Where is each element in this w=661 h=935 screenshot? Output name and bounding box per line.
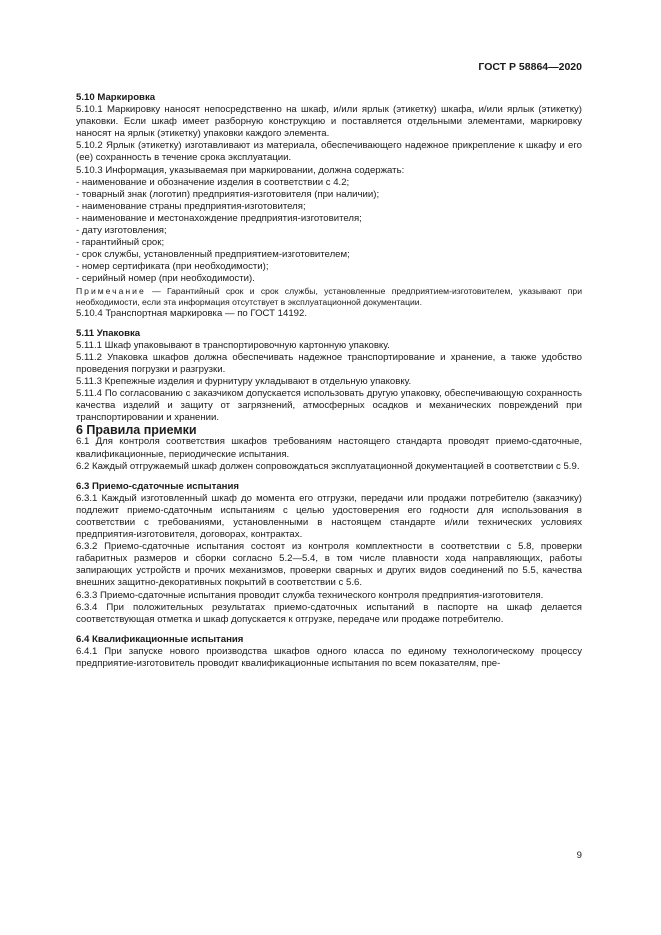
- paragraph-5-10-4: 5.10.4 Транспортная маркировка — по ГОСТ 14192.: [76, 307, 308, 319]
- list-item: - номер сертификата (при необходимости);: [76, 261, 269, 273]
- chapter-title-6: 6 Правила приемки: [76, 423, 197, 438]
- list-item: - гарантийный срок;: [76, 237, 165, 249]
- paragraph-6-3-2: 6.3.2 Приемо-сдаточные испытания состоят из контроля комплектности в соответствии с 5.8, проверки габаритных размеров и сборки согласно 5.2—5.4, в том числе плавности хода направляющих, работы запирающих устройств и прочих механизмов, проверки сварных и других видов соединений по 5.5, качества внешних защитно-декоративных покрытий в соответствии с 5.6.: [76, 541, 582, 589]
- note: [76, 286, 582, 308]
- paragraph-5-10-1: 5.10.1 Маркировку наносят непосредственно на шкаф, и/или ярлык (этикетку) шкафа, и/или ярлык (этикетку) упаковки. Если шкаф имеет разборную конструкцию и поставляется отдельными элементами, маркировку наносят на ярлык (этикетку) упаковки каждого элемента.: [76, 104, 582, 140]
- list-item: - товарный знак (логотип) предприятия-изготовителя (при наличии);: [76, 188, 380, 200]
- page-number: 9: [576, 850, 582, 861]
- list-item: - серийный номер (при необходимости).: [76, 273, 255, 285]
- section-title-6-4: 6.4 Квалификационные испытания: [76, 633, 244, 645]
- paragraph-5-10-3: 5.10.3 Информация, указываемая при маркировании, должна содержать:: [76, 164, 405, 176]
- paragraph-5-11-2: 5.11.2 Упаковка шкафов должна обеспечивать надежное транспортирование и хранение, а также удобство проведения погрузки и разгрузки.: [76, 351, 582, 375]
- paragraph-6-3-3: 6.3.3 Приемо-сдаточные испытания проводит служба технического контроля предприятия-изготовителя.: [76, 589, 544, 601]
- marking-list: [76, 177, 582, 286]
- list-item: - наименование и обозначение изделия в соответствии с 4.2;: [76, 176, 350, 188]
- paragraph-5-11-1: 5.11.1 Шкаф упаковывают в транспортировочную картонную упаковку.: [76, 339, 390, 351]
- list-item: - наименование и местонахождение предприятия-изготовителя;: [76, 212, 362, 224]
- list-item: - срок службы, установленный предприятием-изготовителем;: [76, 249, 350, 261]
- section-title-5-11: 5.11 Упаковка: [76, 327, 141, 339]
- paragraph-5-10-2: 5.10.2 Ярлык (этикетку) изготавливают из материала, обеспечивающего надежное прикрепление к шкафу и его (ее) сохранность в течение срока эксплуатации.: [76, 140, 582, 164]
- paragraph-6-1: 6.1 Для контроля соответствия шкафов требованиям настоящего стандарта проводят приемо-сдаточные, квалификационные, периодические испытания.: [76, 436, 582, 460]
- standard-designation: ГОСТ Р 58864—2020: [478, 61, 582, 73]
- paragraph-5-11-4: 5.11.4 По согласованию с заказчиком допускается использовать другую упаковку, обеспечивающую сохранность качества изделий и защиту от загрязнений, атмосферных осадков и механических повреждений при транспортировании и хранении.: [76, 388, 582, 424]
- note-label: Примечание: [76, 285, 146, 296]
- note-text: — Гарантийный срок и срок службы, установленные предприятием-изготовителем, указывают при необходимости, если эта информация отсутствует в эксплуатационной документации.: [76, 285, 582, 307]
- section-title-5-10: 5.10 Маркировка: [76, 92, 156, 103]
- list-item: - наименование страны предприятия-изготовителя;: [76, 200, 306, 212]
- list-item: - дату изготовления;: [76, 225, 167, 237]
- paragraph-6-3-4: 6.3.4 При положительных результатах приемо-сдаточных испытаний в паспорте на шкаф делается соответствующая отметка и шкаф допускается к отгрузке, передаче или продаже потребителю.: [76, 601, 582, 625]
- paragraph-5-11-3: 5.11.3 Крепежные изделия и фурнитуру укладывают в отдельную упаковку.: [76, 375, 412, 387]
- paragraph-6-3-1: 6.3.1 Каждый изготовленный шкаф до момента его отгрузки, передачи или продажи потребителю (заказчику) подлежит приемо-сдаточным испытаниям с целью удостоверения его годности для использования в соответствии с требованиями, установленными в настоящем стандарте и/или технических условиях предприятия-изготовителя, договорах, контрактах.: [76, 492, 582, 541]
- paragraph-6-4-1: 6.4.1 При запуске нового производства шкафов одного класса по единому технологическому процессу предприятие-изготовитель проводит квалификационные испытания по всем показателям, пре-: [76, 645, 582, 670]
- section-title-6-3: 6.3 Приемо-сдаточные испытания: [76, 480, 239, 492]
- document-body: [76, 92, 582, 670]
- paragraph-6-2: 6.2 Каждый отгружаемый шкаф должен сопровождаться эксплуатационной документацией в соответствии с 5.9.: [76, 460, 580, 472]
